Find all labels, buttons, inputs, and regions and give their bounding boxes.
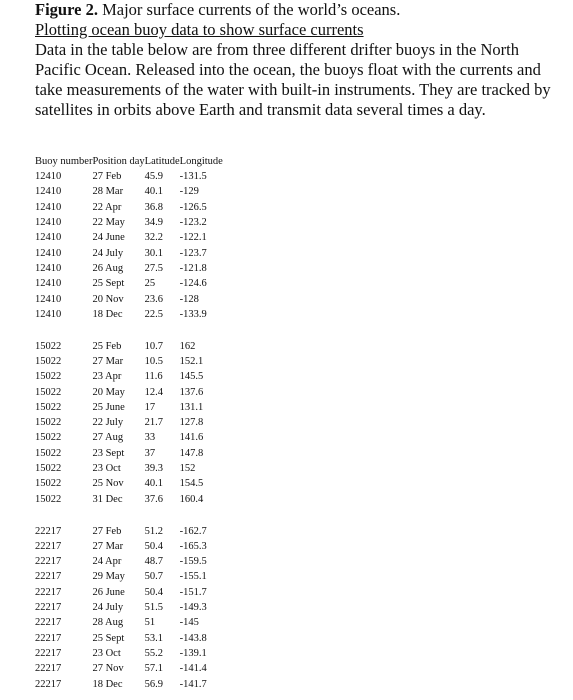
cell-longitude: -155.1: [179, 571, 207, 583]
table-row: [35, 339, 223, 354]
cell-latitude: 48.7: [144, 556, 164, 568]
cell-position-day: 28 Mar: [92, 186, 124, 198]
table-row: [35, 461, 223, 476]
header-latitude: Latitude: [144, 155, 180, 167]
cell-latitude: 55.2: [144, 647, 164, 659]
table-row: [35, 600, 223, 615]
table-row: [35, 400, 223, 415]
cell-buoy-number: 12410: [35, 293, 62, 305]
cell-buoy-number: 22217: [35, 525, 62, 537]
cell-latitude: 51: [144, 617, 156, 629]
cell-buoy-number: 12410: [35, 262, 62, 274]
group-separator: [35, 322, 223, 339]
cell-position-day: 27 Nov: [92, 663, 124, 675]
cell-latitude: 33: [144, 432, 156, 444]
cell-longitude: -129: [179, 186, 199, 198]
cell-buoy-number: 12410: [35, 217, 62, 229]
cell-buoy-number: 22217: [35, 663, 62, 675]
table-row: [35, 230, 223, 245]
figure-header: [35, 0, 555, 120]
cell-longitude: -124.6: [179, 278, 207, 290]
cell-buoy-number: 22217: [35, 647, 62, 659]
cell-position-day: 27 Feb: [92, 525, 122, 537]
group-separator-cell: [35, 322, 223, 339]
cell-latitude: 56.9: [144, 678, 164, 690]
cell-longitude: -149.3: [179, 602, 207, 614]
cell-longitude: -141.7: [179, 678, 207, 690]
table-row: [35, 369, 223, 384]
cell-buoy-number: 12410: [35, 201, 62, 213]
table-row: [35, 554, 223, 569]
cell-buoy-number: 12410: [35, 186, 62, 198]
cell-longitude: 152: [179, 463, 196, 475]
cell-position-day: 24 July: [92, 602, 124, 614]
table-row: [35, 476, 223, 491]
cell-buoy-number: 15022: [35, 447, 62, 459]
cell-longitude: -133.9: [179, 308, 207, 320]
cell-longitude: -123.2: [179, 217, 207, 229]
cell-position-day: 26 Aug: [92, 262, 124, 274]
table-row: [35, 585, 223, 600]
cell-buoy-number: 22217: [35, 540, 62, 552]
cell-buoy-number: 22217: [35, 586, 62, 598]
table-row: [35, 631, 223, 646]
group-separator: [35, 507, 223, 524]
cell-longitude: 160.4: [179, 493, 204, 505]
cell-buoy-number: 12410: [35, 171, 62, 183]
cell-position-day: 25 Feb: [92, 340, 122, 352]
cell-longitude: 137.6: [179, 386, 204, 398]
cell-latitude: 32.2: [144, 232, 164, 244]
cell-longitude: 154.5: [179, 478, 204, 490]
cell-longitude: -151.7: [179, 586, 207, 598]
cell-latitude: 40.1: [144, 186, 164, 198]
cell-longitude: 152.1: [179, 356, 204, 367]
cell-longitude: -159.5: [179, 556, 207, 568]
cell-buoy-number: 15022: [35, 478, 62, 490]
cell-latitude: 11.6: [144, 371, 163, 383]
table-header-row: [35, 153, 223, 169]
cell-position-day: 18 Dec: [92, 308, 123, 320]
table-row: [35, 384, 223, 399]
table-row: [35, 307, 223, 322]
table-row: [35, 415, 223, 430]
figure-title-text: Major surface currents of the world’s oceans.: [97, 0, 401, 19]
cell-latitude: 40.1: [144, 478, 164, 490]
table-row: [35, 184, 223, 199]
table-row: [35, 276, 223, 291]
cell-position-day: 23 Oct: [92, 463, 121, 475]
cell-latitude: 53.1: [144, 632, 164, 644]
table-row: [35, 354, 223, 369]
cell-latitude: 50.4: [144, 540, 164, 552]
cell-latitude: 51.2: [144, 525, 164, 537]
cell-position-day: 22 Apr: [92, 201, 122, 213]
cell-longitude: -122.1: [179, 232, 207, 244]
cell-longitude: -139.1: [179, 647, 207, 659]
table-row: [35, 539, 223, 554]
buoy-data-table: [35, 153, 223, 692]
table-row: [35, 215, 223, 230]
header-buoy-number: Buoy number: [35, 155, 93, 167]
cell-position-day: 23 Sept: [92, 447, 125, 459]
cell-latitude: 45.9: [144, 171, 164, 183]
table-row: [35, 291, 223, 306]
cell-longitude: -126.5: [179, 201, 207, 213]
cell-buoy-number: 22217: [35, 632, 62, 644]
cell-latitude: 50.7: [144, 571, 164, 583]
cell-position-day: 27 Aug: [92, 432, 124, 444]
table-row: [35, 446, 223, 461]
cell-buoy-number: 22217: [35, 556, 62, 568]
cell-position-day: 20 May: [92, 386, 125, 398]
group-separator-cell: [35, 507, 223, 524]
cell-longitude: 131.1: [179, 401, 204, 413]
cell-latitude: 12.4: [144, 386, 164, 398]
cell-buoy-number: 15022: [35, 401, 62, 413]
cell-latitude: 10.5: [144, 356, 164, 367]
table-row: [35, 661, 223, 676]
cell-position-day: 23 Oct: [92, 647, 121, 659]
cell-buoy-number: 15022: [35, 356, 62, 367]
cell-position-day: 29 May: [92, 571, 125, 583]
table-body: [35, 169, 223, 692]
cell-latitude: 25: [144, 278, 156, 290]
cell-position-day: 22 May: [92, 217, 125, 229]
cell-longitude: -131.5: [179, 171, 207, 183]
header-longitude: Longitude: [179, 155, 223, 167]
cell-position-day: 26 June: [92, 586, 125, 598]
cell-longitude: -165.3: [179, 540, 207, 552]
cell-latitude: 36.8: [144, 201, 164, 213]
cell-buoy-number: 12410: [35, 247, 62, 259]
cell-position-day: 25 Sept: [92, 632, 125, 644]
cell-buoy-number: 22217: [35, 617, 62, 629]
cell-longitude: 147.8: [179, 447, 204, 459]
cell-latitude: 37.6: [144, 493, 164, 505]
cell-longitude: 127.8: [179, 417, 204, 429]
cell-buoy-number: 15022: [35, 493, 62, 505]
cell-longitude: -121.8: [179, 262, 207, 274]
table-row: [35, 615, 223, 630]
cell-longitude: -141.4: [179, 663, 207, 675]
table-row: [35, 430, 223, 445]
cell-position-day: 22 July: [92, 417, 124, 429]
figure-subtitle: Plotting ocean buoy data to show surface currents: [35, 20, 364, 39]
cell-position-day: 20 Nov: [92, 293, 124, 305]
cell-buoy-number: 22217: [35, 602, 62, 614]
table-row: [35, 245, 223, 260]
cell-latitude: 22.5: [144, 308, 164, 320]
cell-position-day: 25 Nov: [92, 478, 124, 490]
cell-position-day: 27 Mar: [92, 540, 124, 552]
cell-position-day: 27 Feb: [92, 171, 122, 183]
cell-latitude: 27.5: [144, 262, 164, 274]
cell-longitude: -143.8: [179, 632, 207, 644]
cell-latitude: 21.7: [144, 417, 164, 429]
cell-buoy-number: 15022: [35, 340, 62, 352]
table-row: [35, 676, 223, 691]
table-row: [35, 261, 223, 276]
cell-buoy-number: 12410: [35, 308, 62, 320]
cell-latitude: 30.1: [144, 247, 164, 259]
cell-latitude: 37: [144, 447, 156, 459]
cell-position-day: 25 June: [92, 401, 125, 413]
cell-position-day: 27 Mar: [92, 356, 124, 367]
cell-latitude: 57.1: [144, 663, 164, 675]
cell-buoy-number: 12410: [35, 232, 62, 244]
table-row: [35, 569, 223, 584]
cell-longitude: 162: [179, 340, 196, 352]
cell-latitude: 17: [144, 401, 156, 413]
cell-position-day: 28 Aug: [92, 617, 124, 629]
cell-buoy-number: 15022: [35, 386, 62, 398]
cell-position-day: 24 July: [92, 247, 124, 259]
cell-latitude: 34.9: [144, 217, 164, 229]
cell-buoy-number: 12410: [35, 278, 62, 290]
table-row: [35, 523, 223, 538]
cell-longitude: 141.6: [179, 432, 204, 444]
cell-position-day: 18 Dec: [92, 678, 123, 690]
cell-buoy-number: 22217: [35, 678, 62, 690]
table-row: [35, 169, 223, 184]
cell-position-day: 24 Apr: [92, 556, 122, 568]
cell-longitude: -162.7: [179, 525, 207, 537]
table-row: [35, 200, 223, 215]
figure-label: Figure 2.: [35, 0, 98, 19]
cell-latitude: 50.4: [144, 586, 164, 598]
cell-latitude: 51.5: [144, 602, 164, 614]
cell-buoy-number: 15022: [35, 371, 62, 383]
cell-longitude: -145: [179, 617, 199, 629]
cell-longitude: -128: [179, 293, 199, 305]
cell-longitude: -123.7: [179, 247, 207, 259]
cell-position-day: 23 Apr: [92, 371, 122, 383]
cell-position-day: 31 Dec: [92, 493, 123, 505]
header-position-day: Position day: [92, 155, 145, 167]
intro-paragraph: Data in the table below are from three different drifter buoys in the North Pacific Ocean. Released into the ocean, the buoys float with the currents and take measurements of the water with built-in instruments. They are tracked by satellites in orbits above Earth and transmit data several times a day.: [35, 40, 551, 119]
cell-buoy-number: 22217: [35, 571, 62, 583]
cell-position-day: 25 Sept: [92, 278, 125, 290]
cell-latitude: 10.7: [144, 340, 164, 352]
cell-latitude: 39.3: [144, 463, 164, 475]
cell-longitude: 145.5: [179, 371, 204, 383]
cell-latitude: 23.6: [144, 293, 164, 305]
figure-title: [35, 0, 555, 20]
cell-buoy-number: 15022: [35, 417, 62, 429]
cell-position-day: 24 June: [92, 232, 125, 244]
cell-buoy-number: 15022: [35, 463, 62, 475]
table-row: [35, 492, 223, 507]
table-row: [35, 646, 223, 661]
cell-buoy-number: 15022: [35, 432, 62, 444]
